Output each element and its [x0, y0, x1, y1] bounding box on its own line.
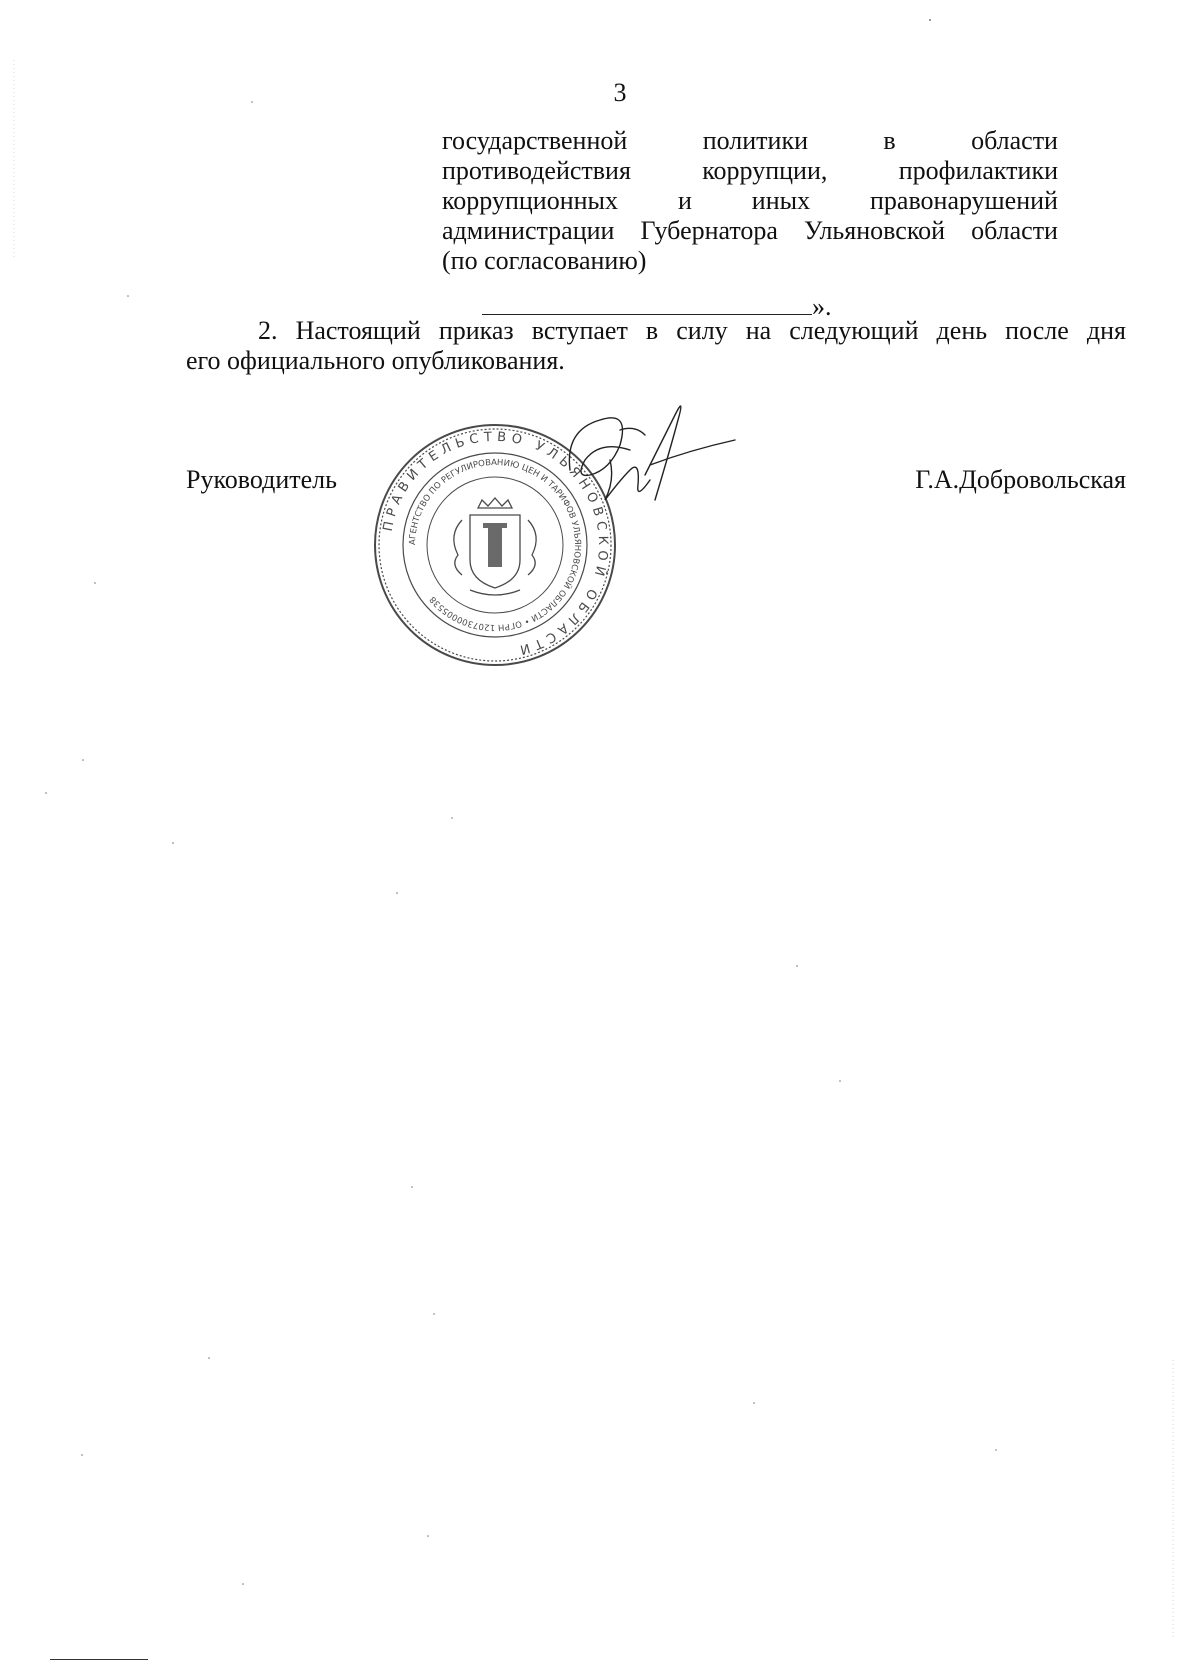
word: профилактики	[898, 156, 1058, 185]
closing-quote: ».	[812, 292, 832, 321]
word: приказ	[438, 316, 514, 345]
closing-underline	[482, 292, 812, 315]
position-line-5	[442, 246, 1058, 276]
footer-rule	[50, 1659, 148, 1660]
seal-outer-textpath: ПРАВИТЕЛЬСТВО УЛЬЯНОВСКОЙ ОБЛАСТИ	[380, 429, 611, 659]
position-line-4	[442, 216, 1058, 246]
word: Настоящий	[295, 316, 421, 345]
word: на	[745, 316, 772, 345]
position-line-3	[442, 186, 1058, 216]
paragraph-2-line-1	[186, 316, 1126, 346]
word: противодействия	[442, 156, 631, 185]
word: Губернатора	[640, 216, 778, 245]
word: день	[936, 316, 988, 345]
word: вступает	[531, 316, 628, 345]
word: правонарушений	[870, 186, 1058, 215]
word: области	[971, 126, 1058, 155]
word: силу	[676, 316, 728, 345]
handwritten-signature	[560, 390, 740, 540]
paragraph-2-line-2: его официального опубликования.	[186, 346, 565, 375]
word: Ульяновской	[803, 216, 946, 245]
seal-inner-textpath: АГЕНТСТВО ПО РЕГУЛИРОВАНИЮ ЦЕН И ТАРИФОВ УЛЬЯНОВСКОЙ ОБЛАСТИ • ОГРН 1207300005538	[407, 457, 583, 633]
signatory-name: Г.А.Добровольская	[915, 465, 1126, 494]
coat-of-arms-icon	[454, 498, 536, 595]
word: в	[645, 316, 659, 345]
paragraph-2	[186, 316, 1126, 376]
word: области	[971, 216, 1058, 245]
word: 2.	[258, 316, 278, 345]
signatory-title: Руководитель	[186, 465, 337, 494]
word: в	[883, 126, 896, 155]
word: администрации	[442, 216, 615, 245]
word: иных	[751, 186, 811, 215]
word: и	[677, 186, 692, 215]
word: следующий	[789, 316, 919, 345]
word: политики	[702, 126, 808, 155]
position-line-1	[442, 126, 1058, 156]
word: коррупционных	[442, 186, 619, 215]
word: коррупции,	[702, 156, 828, 185]
word: государственной	[442, 126, 628, 155]
position-line-2	[442, 156, 1058, 186]
page-number: 3	[613, 78, 627, 107]
committee-member-position	[442, 126, 1058, 276]
word: дня	[1086, 316, 1126, 345]
approval-note: (по согласованию)	[442, 246, 647, 275]
word: после	[1005, 316, 1069, 345]
